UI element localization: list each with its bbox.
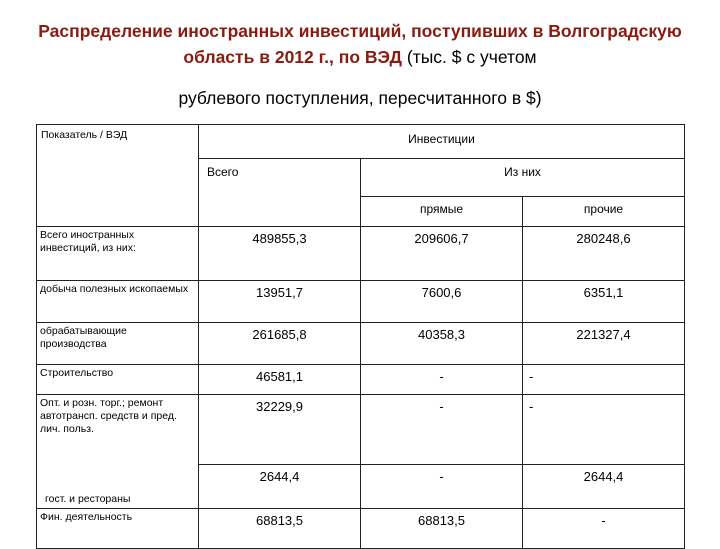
- header-investments: Инвестиции: [199, 125, 685, 159]
- row-label: добыча полезных ископаемых: [37, 281, 199, 323]
- header-direct: прямые: [361, 197, 523, 227]
- cell-other: 280248,6: [523, 227, 685, 281]
- table-row: [37, 509, 685, 549]
- header-total: Всего: [199, 159, 361, 227]
- cell-total: 46581,1: [199, 365, 361, 395]
- cell-other: 6351,1: [523, 281, 685, 323]
- cell-total: 261685,8: [199, 323, 361, 365]
- cell-other: -: [523, 365, 685, 395]
- cell-total: 32229,9: [199, 395, 361, 465]
- table-row: [37, 465, 685, 509]
- row-label: Фин. деятельность: [37, 509, 199, 549]
- cell-direct: -: [361, 465, 523, 509]
- row-label: Опт. и розн. торг.; ремонт автотрансп. средств и пред. лич. польз.: [37, 395, 199, 465]
- title-units: (тыс. $ с учетом: [402, 47, 537, 67]
- header-indicator: Показатель / ВЭД: [37, 125, 199, 227]
- table-row: [37, 395, 685, 465]
- header-other: прочие: [523, 197, 685, 227]
- table-row: [37, 227, 685, 281]
- title-bold: Распределение иностранных инвестиций, поступивших в Волгоградскую область в 2012 г., по ВЭД: [38, 21, 682, 67]
- cell-direct: 209606,7: [361, 227, 523, 281]
- cell-total: 68813,5: [199, 509, 361, 549]
- row-label: гост. и рестораны: [37, 465, 199, 509]
- cell-other: -: [523, 509, 685, 549]
- cell-other: 221327,4: [523, 323, 685, 365]
- cell-total: 489855,3: [199, 227, 361, 281]
- cell-other: 2644,4: [523, 465, 685, 509]
- table-row: [37, 281, 685, 323]
- cell-total: 2644,4: [199, 465, 361, 509]
- investment-table: [36, 124, 685, 549]
- cell-direct: 68813,5: [361, 509, 523, 549]
- header-of-which: Из них: [361, 159, 685, 197]
- table-row: [37, 323, 685, 365]
- cell-direct: -: [361, 395, 523, 465]
- row-label: обрабатывающие производства: [37, 323, 199, 365]
- row-label: Всего иностранных инвестиций, из них:: [37, 227, 199, 281]
- row-label: Строительство: [37, 365, 199, 395]
- table-row: [37, 365, 685, 395]
- page-title: [20, 18, 700, 70]
- page-subtitle: рублевого поступления, пересчитанного в $): [178, 88, 542, 108]
- cell-direct: 7600,6: [361, 281, 523, 323]
- cell-other: -: [523, 395, 685, 465]
- cell-total: 13951,7: [199, 281, 361, 323]
- cell-direct: 40358,3: [361, 323, 523, 365]
- cell-direct: -: [361, 365, 523, 395]
